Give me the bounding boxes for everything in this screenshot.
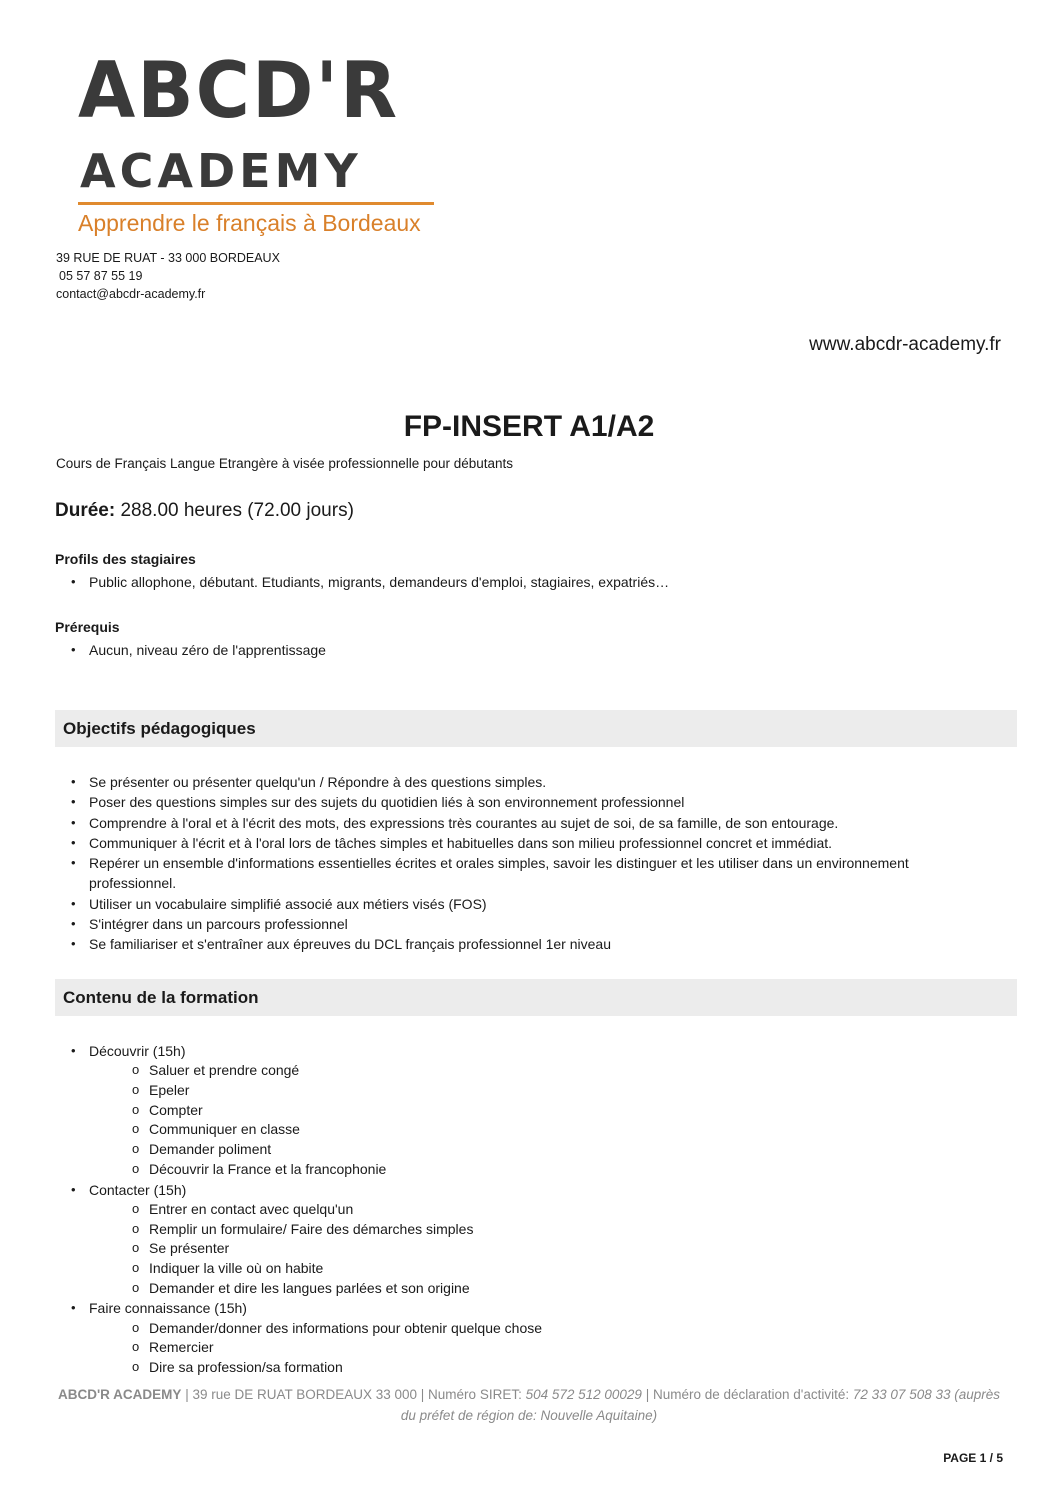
profils-list: [56, 572, 669, 592]
duration-label: Durée:: [55, 500, 116, 521]
list-item: • Poser des questions simples sur des sujets du quotidien liés à son environnement professionnel: [56, 792, 996, 812]
sublist-item: o Demander/donner des informations pour obtenir quelque chose: [89, 1319, 542, 1339]
list-item: • Se familiariser et s'entraîner aux épreuves du DCL français professionnel 1er niveau: [56, 934, 996, 954]
contenu-list: [56, 1041, 542, 1378]
abcdr-academy-logo: [78, 45, 438, 242]
list-item: • Se présenter ou présenter quelqu'un / Répondre à des questions simples.: [56, 772, 996, 792]
footer-org: ABCD'R ACADEMY: [57, 1387, 182, 1402]
contact-block: [56, 249, 280, 303]
logo-underline: [78, 202, 434, 205]
objectifs-section-header: [55, 710, 1017, 747]
logo-wordmark-line2: ACADEMY: [80, 144, 362, 198]
list-item: • Comprendre à l'oral et à l'écrit des mots, des expressions très courantes au sujet de soi, de sa famille, de son entourage.: [56, 813, 996, 833]
contact-address: 39 RUE DE RUAT - 33 000 BORDEAUX: [56, 251, 280, 265]
document-title: FP-INSERT A1/A2: [403, 410, 655, 443]
module-sublist: [89, 1319, 542, 1378]
module-label: Contacter (15h): [89, 1181, 187, 1198]
list-item: [56, 1298, 542, 1377]
contenu-heading: Contenu de la formation: [63, 988, 259, 1007]
list-item: • Public allophone, débutant. Etudiants, migrants, demandeurs d'emploi, stagiaires, expatriés…: [56, 572, 669, 592]
footer-decl-number: 72 33 07 508 33: [852, 1387, 951, 1402]
objectifs-list: [56, 772, 996, 955]
logo-wordmark-line1: ABCD'R: [78, 45, 400, 137]
module-sublist: [89, 1200, 542, 1299]
footer-prefet: (auprès du préfet de région de: Nouvelle Aquitaine): [400, 1387, 1001, 1423]
duration-value: 288.00 heures (72.00 jours): [120, 500, 354, 521]
sublist-item: o Epeler: [89, 1081, 542, 1101]
sublist-item: o Remplir un formulaire/ Faire des démarches simples: [89, 1220, 542, 1240]
module-label: Faire connaissance (15h): [89, 1300, 247, 1317]
sublist-item: o Remercier: [89, 1338, 542, 1358]
sublist-item: o Découvrir la France et la francophonie: [89, 1160, 542, 1180]
sublist-item: o Saluer et prendre congé: [89, 1061, 542, 1081]
list-item: [56, 1041, 542, 1180]
list-item: • Utiliser un vocabulaire simplifié associé aux métiers visés (FOS): [56, 894, 996, 914]
contact-email[interactable]: contact@abcdr-academy.fr: [56, 287, 206, 301]
module-label: Découvrir (15h): [89, 1043, 186, 1059]
profils-heading: Profils des stagiaires: [55, 551, 196, 567]
prerequis-list: [56, 640, 326, 660]
module-sublist: [89, 1061, 542, 1179]
page-footer: [56, 1384, 1002, 1426]
footer-siret: 504 572 512 00029: [525, 1387, 642, 1402]
sublist-item: o Communiquer en classe: [89, 1120, 542, 1140]
sublist-item: o Demander poliment: [89, 1140, 542, 1160]
footer-decl-label: | Numéro de déclaration d'activité:: [641, 1387, 853, 1402]
contact-phone: 05 57 87 55 19: [59, 269, 143, 283]
list-item: • S'intégrer dans un parcours professionnel: [56, 914, 996, 934]
footer-address: | 39 rue DE RUAT BORDEAUX 33 000 | Numéro SIRET:: [181, 1387, 526, 1402]
sublist-item: o Indiquer la ville où on habite: [89, 1259, 542, 1279]
logo-tagline: Apprendre le français à Bordeaux: [78, 210, 421, 236]
list-item: [56, 1180, 542, 1299]
page-number: PAGE 1 / 5: [943, 1451, 1003, 1465]
sublist-item: o Entrer en contact avec quelqu'un: [89, 1200, 542, 1220]
document-subtitle: Cours de Français Langue Etrangère à visée professionnelle pour débutants: [56, 456, 514, 471]
prerequis-heading: Prérequis: [55, 619, 120, 635]
list-item: • Communiquer à l'écrit et à l'oral lors de tâches simples et habituelles dans son milieu professionnel concret et immédiat.: [56, 833, 996, 853]
contenu-section-header: [55, 979, 1017, 1016]
list-item: • Aucun, niveau zéro de l'apprentissage: [56, 640, 326, 660]
website-link[interactable]: www.abcdr-academy.fr: [809, 334, 1001, 355]
sublist-item: o Dire sa profession/sa formation: [89, 1358, 542, 1378]
list-item: • Repérer un ensemble d'informations essentielles écrites et orales simples, savoir les distinguer et les utiliser dans un environnement professionnel.: [56, 853, 996, 894]
duration: [55, 500, 354, 522]
sublist-item: o Compter: [89, 1101, 542, 1121]
sublist-item: o Se présenter: [89, 1239, 542, 1259]
objectifs-heading: Objectifs pédagogiques: [63, 719, 256, 738]
sublist-item: o Demander et dire les langues parlées et son origine: [89, 1279, 542, 1299]
